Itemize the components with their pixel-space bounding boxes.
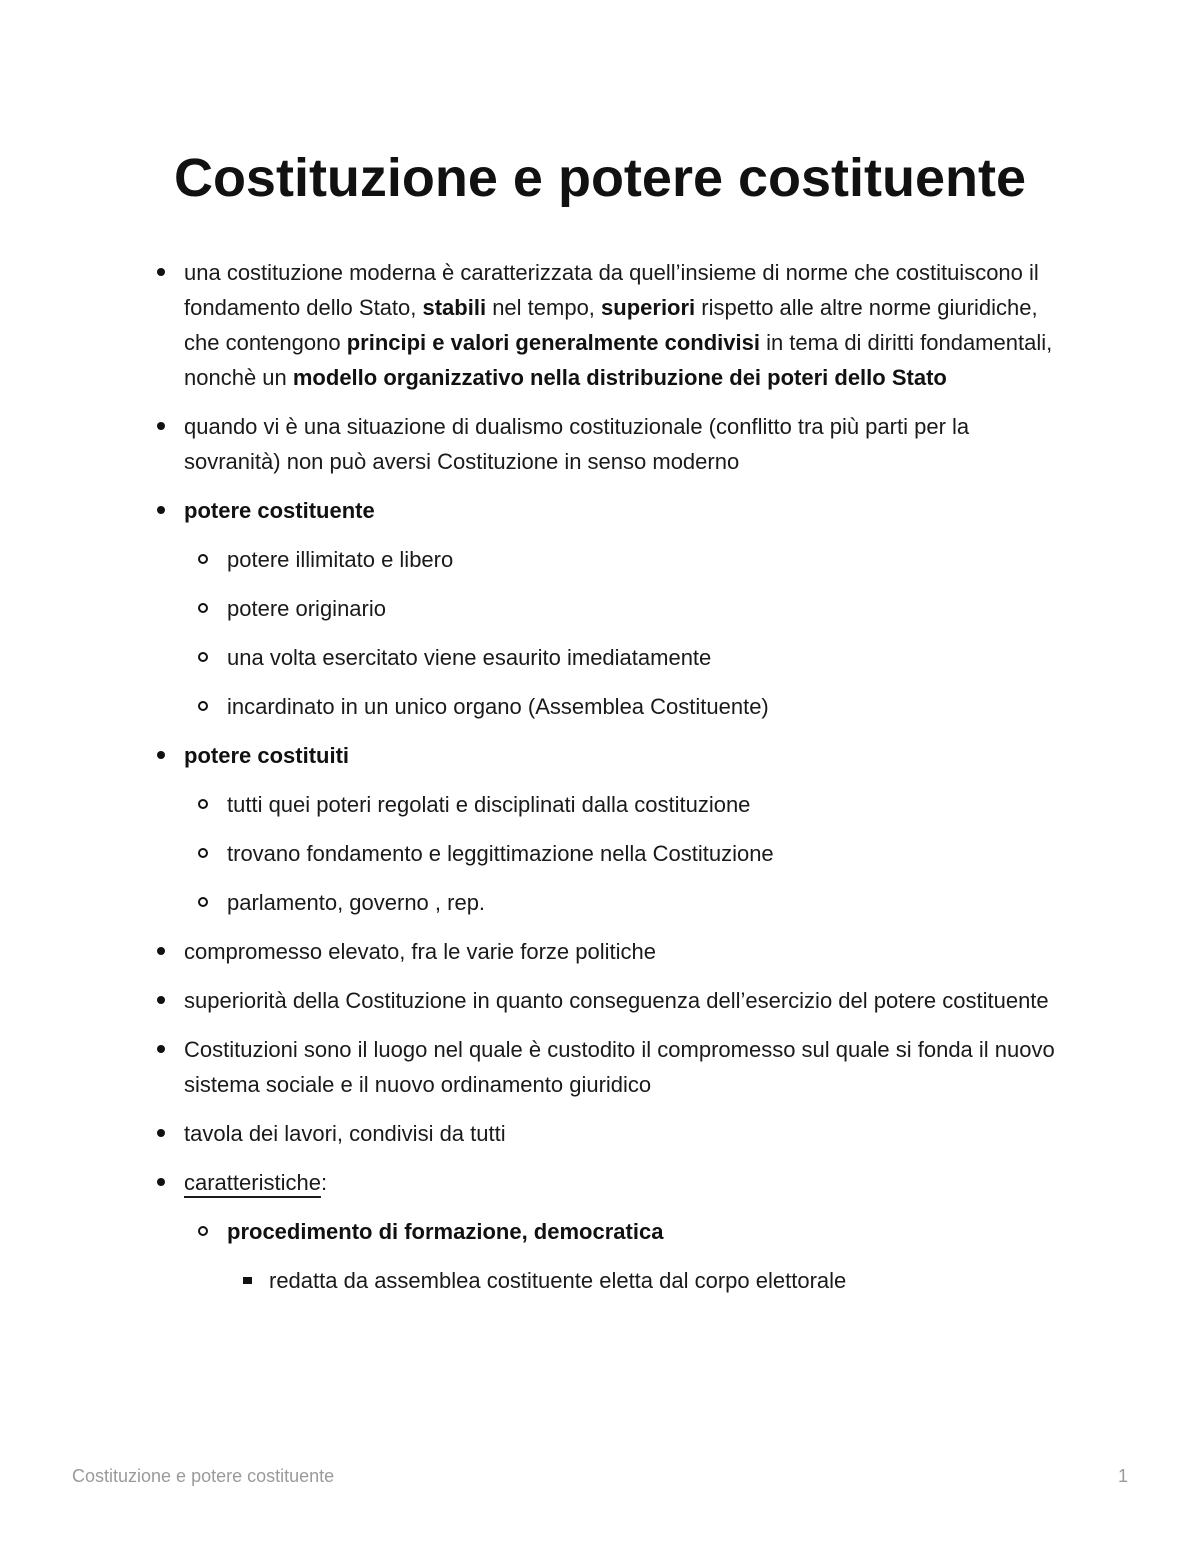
item-bold-text: potere costituente: [184, 498, 375, 523]
list-item: [140, 1116, 1060, 1151]
sub-sub-list-item: [140, 1263, 1060, 1298]
item-text: una volta esercitato viene esaurito imediatamente: [227, 645, 712, 670]
list-item: [140, 493, 1060, 528]
hollow-bullet-icon: [198, 799, 208, 809]
bullet-icon: [157, 1178, 165, 1186]
underlined-heading: caratteristiche: [184, 1170, 321, 1195]
item-bold-text: superiori: [601, 295, 696, 320]
item-text: Costituzioni sono il luogo nel quale è custodito il compromesso sul quale si fonda il nuovo sistema sociale e il nuovo ordinamento giuridico: [184, 1037, 1055, 1097]
bullet-icon: [157, 947, 165, 955]
list-item: [140, 409, 1060, 479]
page-title: Costituzione e potere costituente: [173, 148, 1027, 208]
item-text: tutti quei poteri regolati e disciplinati dalla costituzione: [227, 792, 751, 817]
bullet-icon: [157, 1129, 165, 1137]
bullet-icon: [157, 1045, 165, 1053]
item-text: trovano fondamento e leggittimazione nella Costituzione: [227, 841, 774, 866]
hollow-bullet-icon: [198, 554, 208, 564]
item-bold-text: principi e valori generalmente condivisi: [346, 330, 760, 355]
hollow-bullet-icon: [198, 603, 208, 613]
item-bold-text: stabili: [422, 295, 487, 320]
list-item: [140, 983, 1060, 1018]
sub-list-item: [140, 1214, 1060, 1249]
item-text: :: [320, 1170, 328, 1195]
hollow-bullet-icon: [198, 897, 208, 907]
bullet-icon: [157, 422, 165, 430]
list-item: [140, 255, 1060, 395]
sub-list-item: [140, 689, 1060, 724]
hollow-bullet-icon: [198, 1226, 208, 1236]
bullet-icon: [157, 996, 165, 1004]
item-text: potere illimitato e libero: [227, 547, 454, 572]
sub-list-item: [140, 787, 1060, 822]
sub-list-item: [140, 542, 1060, 577]
item-text: incardinato in un unico organo (Assemblea Costituente): [227, 694, 769, 719]
bullet-icon: [157, 751, 165, 759]
item-text: redatta da assemblea costituente eletta dal corpo elettorale: [269, 1268, 847, 1293]
footer-document-title: Costituzione e potere costituente: [72, 1466, 335, 1486]
item-bold-text: procedimento di formazione, democratica: [227, 1219, 664, 1244]
item-text: quando vi è una situazione di dualismo costituzionale (conflitto tra più parti per la sovranità) non può aversi Costituzione in senso moderno: [184, 414, 970, 474]
list-item: [140, 1032, 1060, 1102]
list-item: [140, 1165, 1060, 1200]
bullet-icon: [157, 268, 165, 276]
sub-list-item: [140, 885, 1060, 920]
hollow-bullet-icon: [198, 652, 208, 662]
footer-page-number: 1: [1117, 1466, 1128, 1486]
item-text: potere originario: [227, 596, 386, 621]
item-text: una costituzione moderna è caratterizzata da quell’insieme di norme che costituiscono il fondamento dello Stato,: [184, 260, 1039, 320]
item-text: tavola dei lavori, condivisi da tutti: [184, 1121, 506, 1146]
item-bold-text: potere costituiti: [184, 743, 350, 768]
list-item: [140, 934, 1060, 969]
sub-list-item: [140, 836, 1060, 871]
square-bullet-icon: [243, 1277, 252, 1284]
item-text: nel tempo,: [486, 295, 602, 320]
item-text: compromesso elevato, fra le varie forze politiche: [184, 939, 656, 964]
hollow-bullet-icon: [198, 701, 208, 711]
item-text: rispetto alle altre norme giuridiche, che contengono: [184, 295, 1038, 355]
item-text: parlamento, governo , rep.: [227, 890, 486, 915]
hollow-bullet-icon: [198, 848, 208, 858]
document-body: [140, 255, 1060, 1312]
sub-list-item: [140, 591, 1060, 626]
bullet-icon: [157, 506, 165, 514]
sub-list-item: [140, 640, 1060, 675]
list-item: [140, 738, 1060, 773]
item-text: superiorità della Costituzione in quanto conseguenza dell’esercizio del potere costituente: [184, 988, 1049, 1013]
item-text: in tema di diritti fondamentali, nonchè un: [184, 330, 1053, 390]
item-bold-text: modello organizzativo nella distribuzione dei poteri dello Stato: [292, 365, 947, 390]
